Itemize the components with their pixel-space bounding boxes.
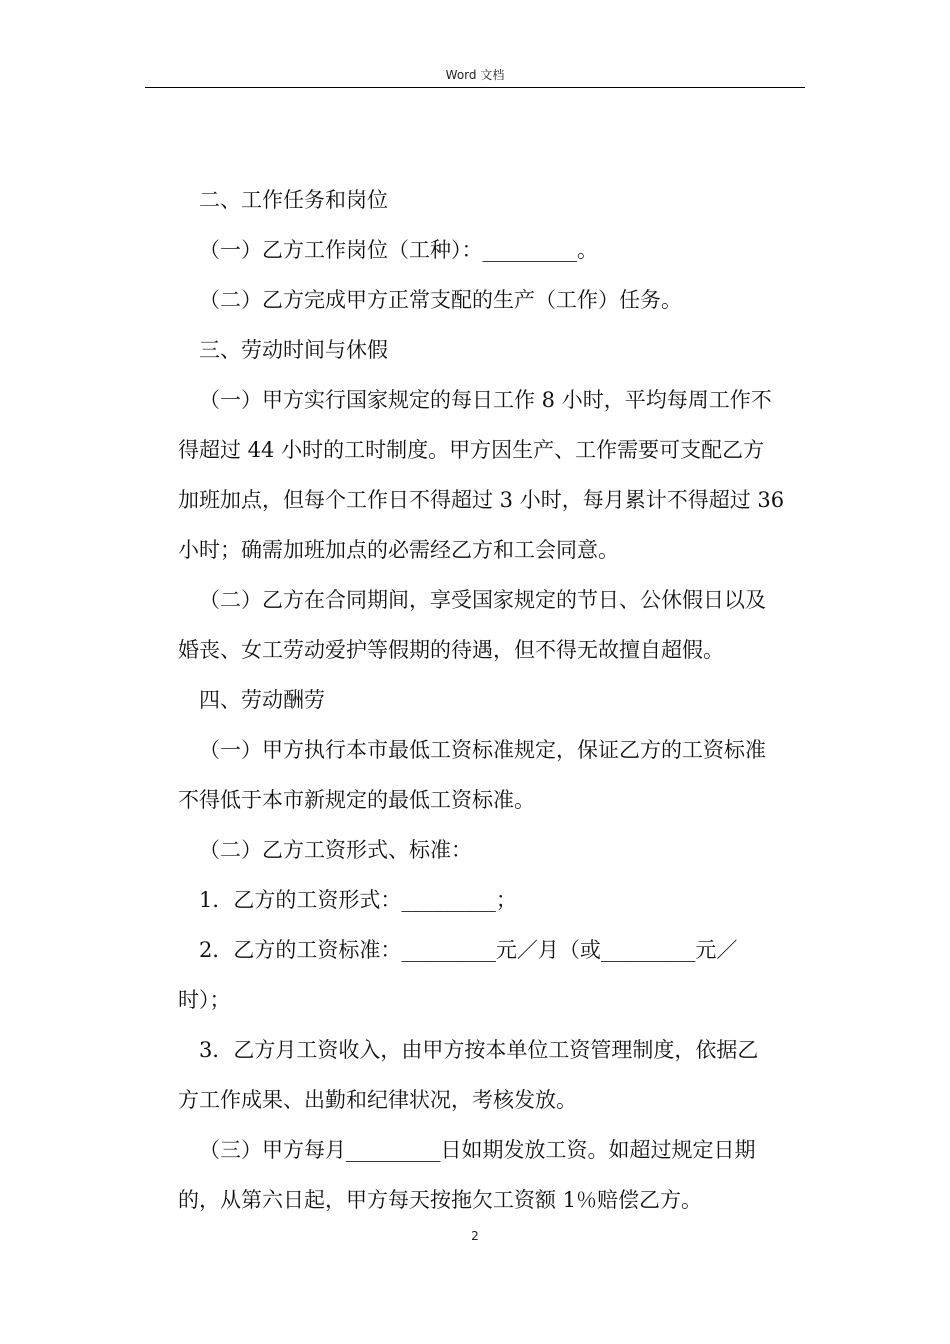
text-line: （二）乙方在合同期间，享受国家规定的节日、公休假日以及	[199, 588, 766, 612]
text-line: 2．乙方的工资标准：_________元／月（或_________元／	[199, 938, 738, 962]
text-line: 时）；	[178, 988, 231, 1012]
text-line: （一）乙方工作岗位（工种）：_________。	[199, 238, 598, 262]
text-line: （二）乙方完成甲方正常支配的生产（工作）任务。	[199, 288, 682, 312]
text-line: （一）甲方实行国家规定的每日工作 8 小时，平均每周工作不	[199, 388, 772, 412]
text-line: 的，从第六日起，甲方每天按拖欠工资额 1％赔偿乙方。	[178, 1188, 703, 1212]
header-rule	[145, 87, 805, 88]
text-line: （一）甲方执行本市最低工资标准规定，保证乙方的工资标准	[199, 738, 766, 762]
text-line: 得超过 44 小时的工时制度。甲方因生产、工作需要可支配乙方	[178, 438, 765, 462]
text-line: （二）乙方工资形式、标准：	[199, 838, 472, 862]
text-line: 加班加点，但每个工作日不得超过 3 小时，每月累计不得超过 36	[178, 488, 785, 512]
text-line: 二、工作任务和岗位	[199, 188, 388, 212]
text-line: 四、劳动酬劳	[199, 688, 325, 712]
text-line: 三、劳动时间与休假	[199, 338, 388, 362]
page-number: 2	[471, 1229, 479, 1243]
document-body	[178, 175, 806, 1225]
page-header: Word 文档	[445, 68, 505, 82]
text-line: 方工作成果、出勤和纪律状况，考核发放。	[178, 1088, 577, 1112]
text-line: 婚丧、女工劳动爱护等假期的待遇，但不得无故擅自超假。	[178, 638, 724, 662]
text-line: 小时；确需加班加点的必需经乙方和工会同意。	[178, 538, 619, 562]
text-line: （三）甲方每月_________日如期发放工资。如超过规定日期	[199, 1138, 756, 1162]
text-line: 不得低于本市新规定的最低工资标准。	[178, 788, 535, 812]
text-line: 1．乙方的工资形式：_________；	[199, 888, 517, 912]
text-line: 3．乙方月工资收入，由甲方按本单位工资管理制度，依据乙	[199, 1038, 759, 1062]
